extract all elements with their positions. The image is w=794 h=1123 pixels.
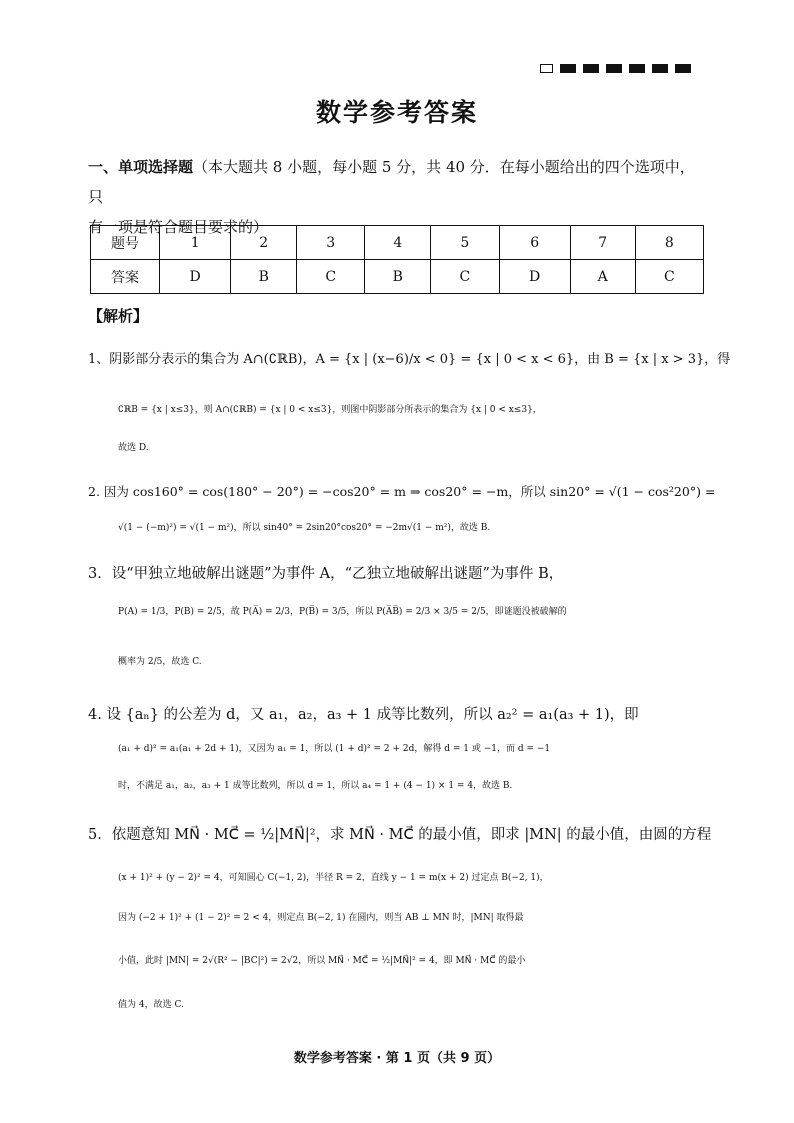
section-desc-cont: 有一项是符合题目要求的） — [88, 218, 269, 236]
section-title: 一、单项选择题 — [88, 158, 194, 176]
table-cell: C — [635, 260, 703, 294]
page-title: 数学参考答案 — [315, 98, 478, 127]
solution-2-line-1: 2. 因为 cos160° = cos(180° − 20°) = −cos20° = m ⇒ cos20° = −m，所以 sin20° = √(1 − cos²20°) = — [88, 484, 716, 499]
mark-box-icon — [540, 64, 553, 73]
table-cell: 6 — [499, 226, 570, 260]
solution-5-line-2: (x + 1)² + (y − 2)² = 4，可知圆心 C(−1, 2)，半径 R = 2，直线 y − 1 = m(x + 2) 过定点 B(−2, 1)， — [118, 873, 549, 883]
mark-bar-icon — [652, 64, 668, 73]
table-header-cell: 答案 — [91, 260, 160, 294]
table-cell: B — [231, 260, 297, 294]
solution-5-line-4: 小值，此时 |MN| = 2√(R² − |BC|²) = 2√2，所以 MN⃗ · MC⃗ = ½|MN⃗|² = 4，即 MN⃗ · MC⃗ 的最小 — [118, 956, 526, 966]
table-cell: D — [160, 260, 231, 294]
solution-2-line-2: √(1 − (−m)²) = √(1 − m²)，所以 sin40° = 2sin20°cos20° = −2m√(1 − m²)，故选 B. — [118, 523, 491, 533]
solution-3-line-3: 概率为 2/5，故选 C. — [118, 657, 202, 667]
table-cell: 1 — [160, 226, 231, 260]
table-cell: 7 — [570, 226, 635, 260]
solution-5-line-1: 5．依题意知 MN⃗ · MC⃗ = ½|MN⃗|²，求 MN⃗ · MC⃗ 的最小值，即求 |MN| 的最小值，由圆的方程 — [88, 827, 712, 843]
solution-3-line-2: P(A) = 1/3，P(B) = 2/5，故 P(A̅) = 2/3，P(B̅) = 3/5，所以 P(A̅B̅) = 2/3 × 3/5 = 2/5，即谜题没被破解的 — [118, 607, 567, 617]
solution-1-line-3: 故选 D. — [118, 443, 149, 453]
solution-5-line-5: 值为 4，故选 C. — [118, 1000, 184, 1010]
solution-4-line-1: 4. 设 {aₙ} 的公差为 d，又 a₁，a₂，a₃ + 1 成等比数列，所以 a₂² = a₁(a₃ + 1)，即 — [88, 707, 639, 723]
answer-table — [90, 225, 704, 294]
mark-bar-icon — [675, 64, 691, 73]
analysis-label: 【解析】 — [88, 307, 149, 325]
table-cell: D — [499, 260, 570, 294]
solution-4-line-3: 时，不满足 a₁，a₂，a₃ + 1 成等比数列，所以 d = 1，所以 a₄ = 1 + (4 − 1) × 1 = 4，故选 B. — [118, 781, 513, 791]
table-cell: 3 — [297, 226, 365, 260]
registration-marks — [540, 64, 691, 73]
table-cell: 8 — [635, 226, 703, 260]
table-row — [91, 260, 704, 294]
page-footer: 数学参考答案 · 第 1 页（共 9 页） — [293, 1051, 501, 1066]
table-cell: A — [570, 260, 635, 294]
table-header-cell: 题号 — [91, 226, 160, 260]
solution-1-line-2: ∁ℝB = {x | x≤3}，则 A∩(∁ℝB) = {x | 0 < x≤3}，则图中阴影部分所表示的集合为 {x | 0 < x≤3}， — [118, 405, 542, 415]
solution-3-line-1: 3．设“甲独立地破解出谜题”为事件 A，“乙独立地破解出谜题”为事件 B， — [88, 566, 564, 582]
table-row — [91, 226, 704, 260]
solution-5-line-3: 因为 (−2 + 1)² + (1 − 2)² = 2 < 4，则定点 B(−2, 1) 在圆内，则当 AB ⊥ MN 时，|MN| 取得最 — [118, 913, 524, 923]
solution-4-line-2: (a₁ + d)² = a₁(a₁ + 2d + 1)，又因为 a₁ = 1，所以 (1 + d)² = 2 + 2d，解得 d = 1 或 −1，而 d = −1 — [118, 744, 551, 754]
section-desc: （本大题共 8 小题，每小题 5 分，共 40 分．在每小题给出的四个选项中，只 — [88, 158, 695, 206]
mark-bar-icon — [606, 64, 622, 73]
table-cell: 5 — [431, 226, 499, 260]
table-cell: 2 — [231, 226, 297, 260]
table-cell: 4 — [365, 226, 431, 260]
solution-1-line-1: 1、阴影部分表示的集合为 A∩(∁ℝB)，A = {x | (x−6)/x < 0} = {x | 0 < x < 6}，由 B = {x | x > 3}，得 — [88, 352, 731, 367]
table-cell: C — [297, 260, 365, 294]
table-cell: B — [365, 260, 431, 294]
mark-bar-icon — [583, 64, 599, 73]
mark-bar-icon — [629, 64, 645, 73]
mark-bar-icon — [560, 64, 576, 73]
table-cell: C — [431, 260, 499, 294]
